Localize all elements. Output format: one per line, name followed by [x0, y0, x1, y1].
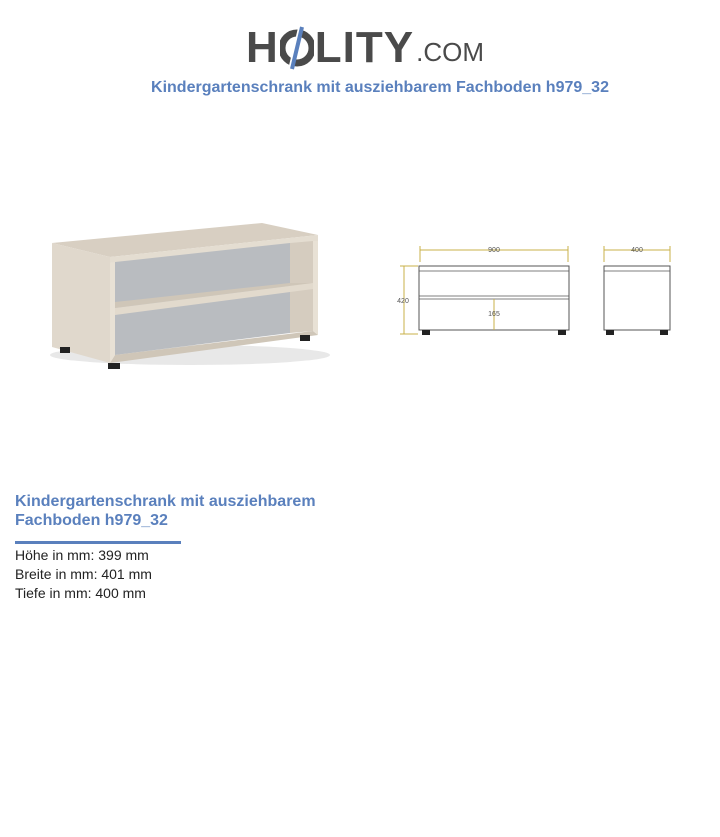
spec-row-height	[15, 546, 152, 565]
logo-o-icon	[280, 26, 314, 70]
spec-label: Breite in mm:	[15, 566, 98, 582]
logo-text-start: H	[246, 23, 279, 72]
dimension-height-label: 420	[397, 298, 409, 305]
title-divider	[15, 541, 181, 544]
logo-text-end: LITY	[314, 23, 415, 72]
side-dimension-drawing	[598, 240, 678, 340]
page-title: Kindergartenschrank mit ausziehbarem Fachboden h979_32	[151, 79, 609, 96]
spec-list	[15, 546, 152, 603]
dimension-shelf-label: 165	[488, 311, 500, 318]
spec-value: 401 mm	[101, 566, 152, 582]
spec-row-width	[15, 565, 152, 584]
spec-label: Tiefe in mm:	[15, 585, 92, 601]
dimension-width-label: 900	[488, 247, 500, 254]
spec-row-depth	[15, 584, 152, 603]
product-photo	[30, 205, 340, 385]
site-logo[interactable]	[240, 10, 490, 70]
dimension-depth-label: 400	[631, 247, 643, 254]
front-dimension-drawing	[392, 240, 582, 340]
logo-suffix: .COM	[416, 37, 484, 67]
logo-wordmark	[246, 23, 415, 72]
spec-value: 400 mm	[95, 585, 146, 601]
spec-label: Höhe in mm:	[15, 547, 95, 563]
spec-value: 399 mm	[98, 547, 149, 563]
product-title: Kindergartenschrank mit ausziehbarem Fachboden h979_32	[15, 493, 316, 529]
